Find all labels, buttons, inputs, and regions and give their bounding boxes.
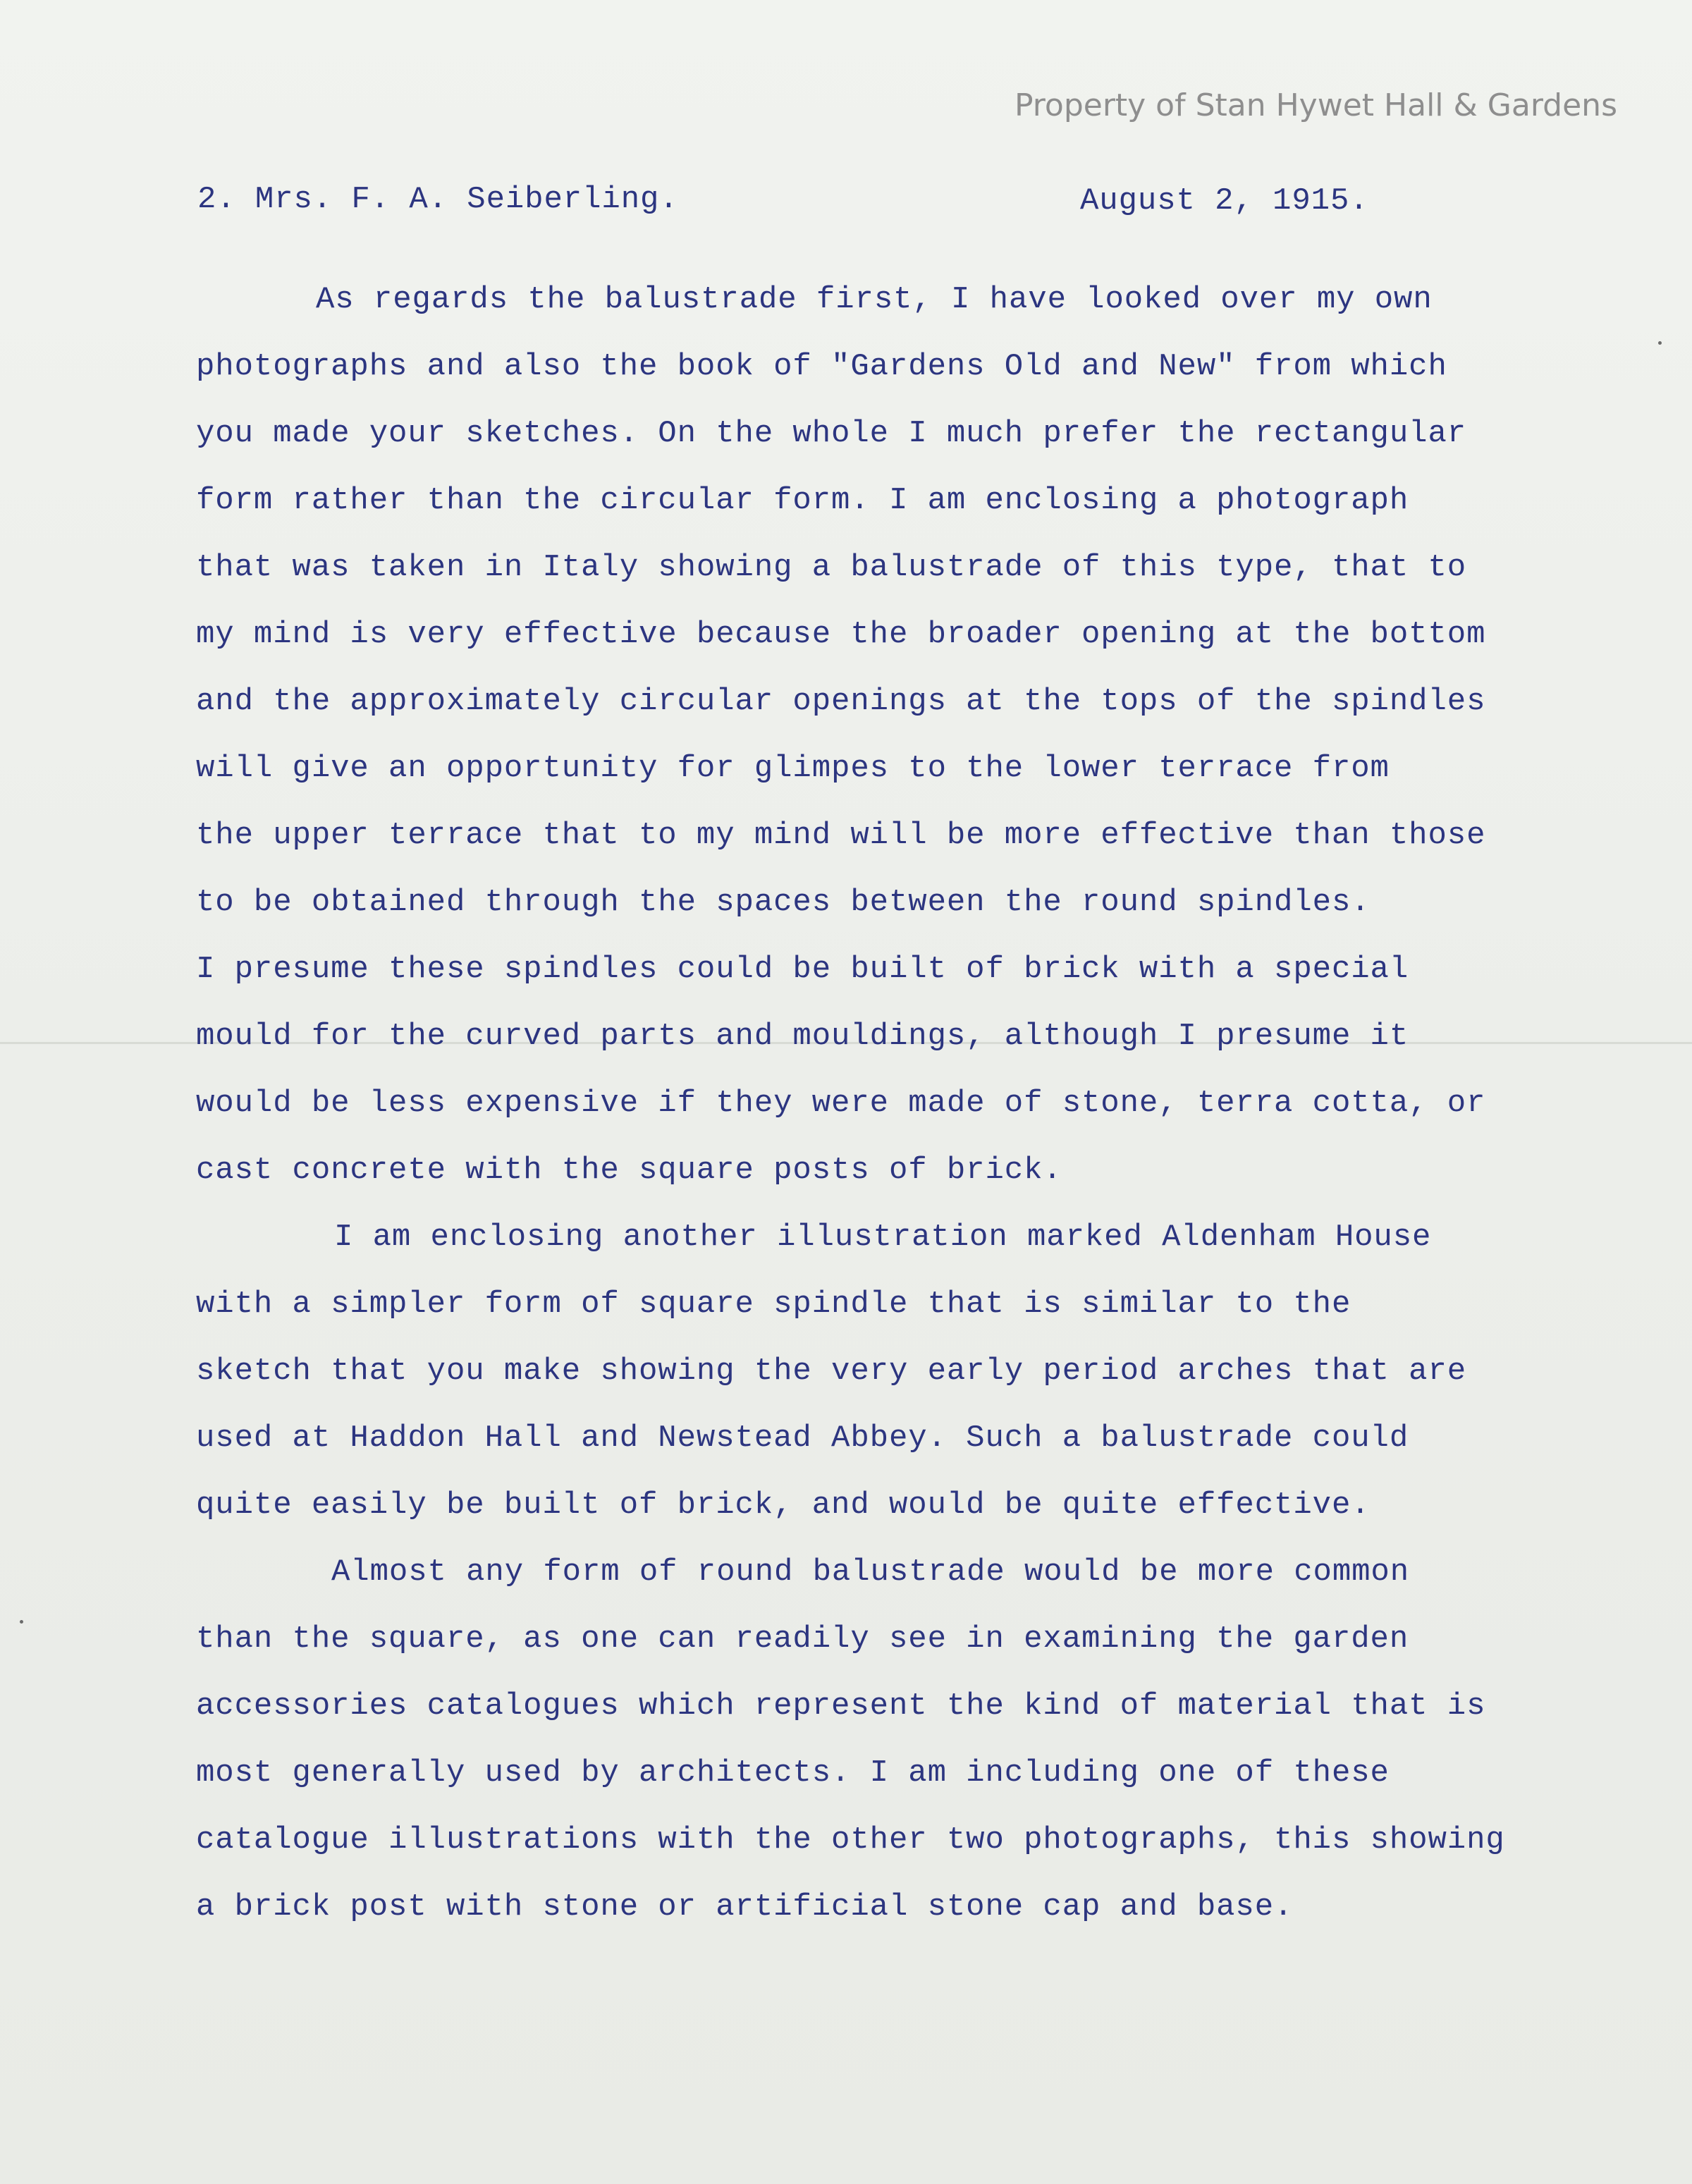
body-line: cast concrete with the square posts of brick. bbox=[196, 1153, 1062, 1188]
body-line: form rather than the circular form. I am enclosing a photograph bbox=[196, 483, 1409, 518]
body-line: with a simpler form of square spindle that is similar to the bbox=[196, 1287, 1351, 1322]
body-line: the upper terrace that to my mind will be more effective than those bbox=[196, 818, 1486, 853]
body-line: you made your sketches. On the whole I much prefer the rectangular bbox=[196, 416, 1467, 451]
watermark: Property of Stan Hywet Hall & Gardens bbox=[1014, 87, 1617, 123]
body-line: photographs and also the book of "Gardens Old and New" from which bbox=[196, 349, 1447, 384]
paper-speck bbox=[1658, 341, 1662, 345]
paper-speck bbox=[20, 1620, 23, 1624]
body-line: accessories catalogues which represent the kind of material that is bbox=[196, 1688, 1486, 1724]
body-line: I am enclosing another illustration marked Aldenham House bbox=[334, 1220, 1432, 1255]
page-recipient-line: 2. Mrs. F. A. Seiberling. bbox=[197, 182, 679, 217]
letter-body bbox=[196, 281, 1599, 1955]
body-line: a brick post with stone or artificial stone cap and base. bbox=[196, 1889, 1294, 1925]
body-line: used at Haddon Hall and Newstead Abbey. Such a balustrade could bbox=[196, 1421, 1409, 1456]
body-line: sketch that you make showing the very early period arches that are bbox=[196, 1354, 1467, 1389]
body-line: catalogue illustrations with the other two photographs, this showing bbox=[196, 1822, 1505, 1858]
body-line: mould for the curved parts and mouldings, although I presume it bbox=[196, 1019, 1409, 1054]
body-line: would be less expensive if they were made of stone, terra cotta, or bbox=[196, 1086, 1486, 1121]
body-line: Almost any form of round balustrade would be more common bbox=[331, 1554, 1410, 1590]
body-line: quite easily be built of brick, and would be quite effective. bbox=[196, 1487, 1371, 1523]
body-line: that was taken in Italy showing a balustrade of this type, that to bbox=[196, 550, 1467, 585]
body-line: to be obtained through the spaces between the round spindles. bbox=[196, 885, 1371, 920]
body-line: As regards the balustrade first, I have looked over my own bbox=[316, 282, 1433, 317]
body-line: than the square, as one can readily see in examining the garden bbox=[196, 1621, 1409, 1657]
body-line: and the approximately circular openings at the tops of the spindles bbox=[196, 684, 1486, 719]
body-line: I presume these spindles could be built of brick with a special bbox=[196, 952, 1409, 987]
body-line: will give an opportunity for glimpes to the lower terrace from bbox=[196, 751, 1390, 786]
body-line: most generally used by architects. I am including one of these bbox=[196, 1755, 1390, 1791]
letter-date: August 2, 1915. bbox=[1080, 183, 1369, 219]
body-line: my mind is very effective because the broader opening at the bottom bbox=[196, 617, 1486, 652]
